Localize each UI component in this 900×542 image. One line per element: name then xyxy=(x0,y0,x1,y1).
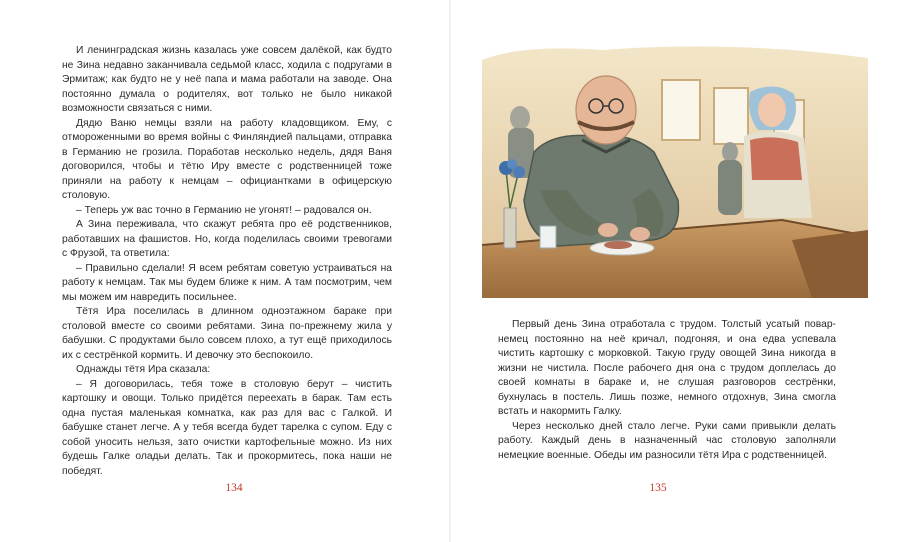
paragraph: И ленинградская жизнь казалась уже совсем далёкой, как будто не Зина недавно заканчивала седьмой класс, ходила с подругами в Эрмитаж; как будто не у неё папа и мама работали на заводе. Она постоянно думала о родителях, вот только не было никакой возможности связаться с ними. xyxy=(62,45,392,114)
paragraph: Тётя Ира поселилась в длинном одноэтажном бараке при столовой вместе со своими ребятами. Зина по-прежнему жила у бабушки. С продуктами было совсем плохо, а тут ещё приходилось их с сестрёнкой кормить. И девочку это беспокоило. xyxy=(62,306,392,361)
paragraph: – Я договорилась, тебя тоже в столовую берут – чистить картошку и овощи. Только придётся переехать в барак. Там есть одна пустая маленькая комнатка, как раз для вас с Галкой. И бабушке станет легче. А у тебя всегда будет тарелка с супом. Еду с собой уносить нельзя, зато очистки картофельные можно. Из них будешь Галке оладьи делать. Так и прокормитесь, пока наши не победят. xyxy=(62,378,392,477)
right-page-text xyxy=(498,318,836,463)
left-page-text xyxy=(62,44,392,479)
paragraph: Через несколько дней стало легче. Руки сами привыкли делать работу. Каждый день в назначенный час столовую заполняли немецкие военные. Обеды им разносили тётя Ира с родственницей. xyxy=(498,420,836,461)
right-page xyxy=(450,0,900,542)
paragraph: А Зина переживала, что скажут ребята про её родственников, работавших на фашистов. Но, когда поделилась своими тревогами с Фрузой, та ответила: xyxy=(62,219,392,259)
paragraph: Дядю Ваню немцы взяли на работу кладовщиком. Ему, с отмороженными во время войны с Финляндией пальцами, отправка в Германию не грозила. Поработав несколько недель, дядя Ваня договорился, чтобы и тётю Иру вместе с родственницей тоже приняли на работу к немцам – официантками в офицерскую столовую. xyxy=(62,117,392,201)
paragraph: Первый день Зина отработала с трудом. Толстый усатый повар-немец постоянно на неё кричал, подгоняя, и она едва успевала чистить картошку с морковкой. Такую груду овощей Зина никогда в жизни не чистила. После рабочего дня она с трудом доплелась до своей комнаты в бараке и, не слушая разговоров сестрёнки, бухнулась в постель. Лишь позже, немного отдохнув, Зина смогла встать и накормить Галку. xyxy=(498,319,836,417)
canteen-illustration-icon xyxy=(482,40,868,298)
page-number-left: 134 xyxy=(225,482,243,494)
paragraph: – Теперь уж вас точно в Германию не угонят! – радовался он. xyxy=(76,204,372,216)
paragraph: Однажды тётя Ира сказала: xyxy=(76,364,211,375)
paragraph: – Правильно сделали! Я всем ребятам советую устраиваться на работу к немцам. Так мы будем ближе к ним. А там посмотрим, чем мы можем им навредить посильнее. xyxy=(62,262,392,303)
page-number-right: 135 xyxy=(649,482,667,494)
